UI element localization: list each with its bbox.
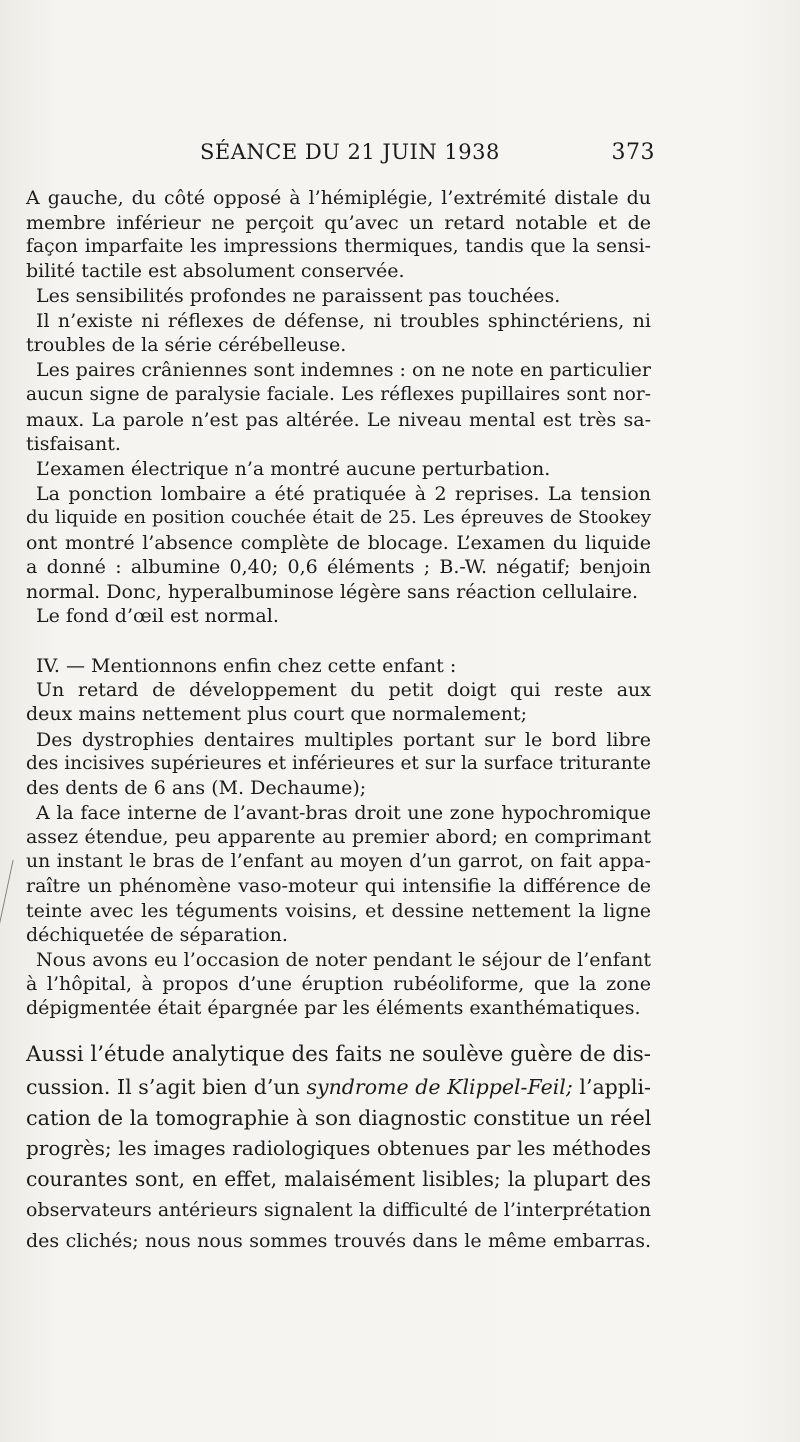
text-line: A la face interne de l’avant-bras droit une zone hypochromique	[36, 802, 651, 824]
text-line: ont montré l’absence complète de blocage. L’examen du liquide	[26, 532, 651, 554]
text-line: à l’hôpital, à propos d’une éruption rubéoliforme, que la zone	[26, 973, 651, 995]
page-number: 373	[611, 140, 655, 165]
text-line: Il n’existe ni réflexes de défense, ni troubles sphinctériens, ni	[36, 310, 651, 332]
text-line: des clichés; nous nous sommes trouvés dans le même embarras.	[26, 1230, 651, 1252]
text-line: maux. La parole n’est pas altérée. Le niveau mental est très sa-	[26, 409, 651, 431]
text-line: du liquide en position couchée était de 25. Les épreuves de Stookey	[26, 507, 651, 528]
text-line: Des dystrophies dentaires multiples portant sur le bord libre	[36, 729, 651, 751]
text-line: A gauche, du côté opposé à l’hémiplégie, l’extrémité distale du	[26, 187, 651, 209]
text-line: Nous avons eu l’occasion de noter pendant le séjour de l’enfant	[36, 949, 651, 971]
text-line: troubles de la série cérébelleuse.	[26, 334, 347, 356]
text-line: tisfaisant.	[26, 433, 121, 455]
text-line: L’examen électrique n’a montré aucune perturbation.	[36, 458, 551, 480]
text-line: déchiquetée de séparation.	[26, 924, 288, 946]
text-segment: cussion. Il s’agit bien d’un	[26, 1075, 300, 1099]
italic-term: syndrome de Klippel-Feil;	[306, 1075, 573, 1099]
text-line: Un retard de développement du petit doigt qui reste aux	[36, 679, 651, 701]
text-line: Le fond d’œil est normal.	[36, 605, 279, 627]
text-line: teinte avec les téguments voisins, et dessine nettement la ligne	[26, 900, 651, 922]
text-line: a donné : albumine 0,40; 0,6 éléments ; B.-W. négatif; benjoin	[26, 556, 651, 578]
text-line: des incisives supérieures et inférieures et sur la surface triturante	[26, 753, 651, 774]
text-line: progrès; les images radiologiques obtenues par les méthodes	[26, 1136, 651, 1160]
text-line: aucun signe de paralysie faciale. Les réflexes pupillaires sont nor-	[26, 384, 651, 405]
margin-pencil-mark	[0, 860, 22, 960]
text-line: cation de la tomographie à son diagnostic constitue un réel	[26, 1106, 652, 1130]
text-line: La ponction lombaire a été pratiquée à 2 reprises. La tension	[36, 483, 651, 505]
section-heading: IV. — Mentionnons enfin chez cette enfant :	[36, 655, 457, 677]
text-line: assez étendue, peu apparente au premier abord; en comprimant	[26, 826, 651, 848]
text-line: Aussi l’étude analytique des faits ne soulève guère de dis-	[26, 1042, 651, 1067]
text-line: membre inférieur ne perçoit qu’avec un retard notable et de	[26, 212, 651, 234]
text-line: courantes sont, en effet, malaisément lisibles; la plupart des	[26, 1167, 651, 1191]
text-line: bilité tactile est absolument conservée.	[26, 260, 405, 282]
text-line: façon imparfaite les impressions thermiques, tandis que la sensi-	[26, 236, 651, 257]
text-line: un instant le bras de l’enfant au moyen d’un garrot, on fait appa-	[26, 851, 651, 872]
text-line: raître un phénomène vaso-moteur qui intensifie la différence de	[26, 875, 651, 897]
text-line: normal. Donc, hyperalbuminose légère sans réaction cellulaire.	[26, 581, 638, 603]
text-line: dépigmentée était épargnée par les éléments exanthématiques.	[26, 997, 641, 1019]
running-head: SÉANCE DU 21 JUIN 1938	[200, 140, 500, 164]
text-line: des dents de 6 ans (M. Dechaume);	[26, 777, 367, 799]
text-line	[26, 1072, 651, 1102]
text-line: deux mains nettement plus court que normalement;	[26, 703, 527, 725]
page-header	[200, 136, 655, 170]
text-line: observateurs antérieurs signalent la difficulté de l’interprétation	[26, 1199, 651, 1221]
text-segment: l’appli-	[579, 1075, 651, 1099]
text-line: Les sensibilités profondes ne paraissent pas touchées.	[36, 285, 561, 307]
text-line: Les paires crâniennes sont indemnes : on ne note en particulier	[36, 359, 651, 381]
